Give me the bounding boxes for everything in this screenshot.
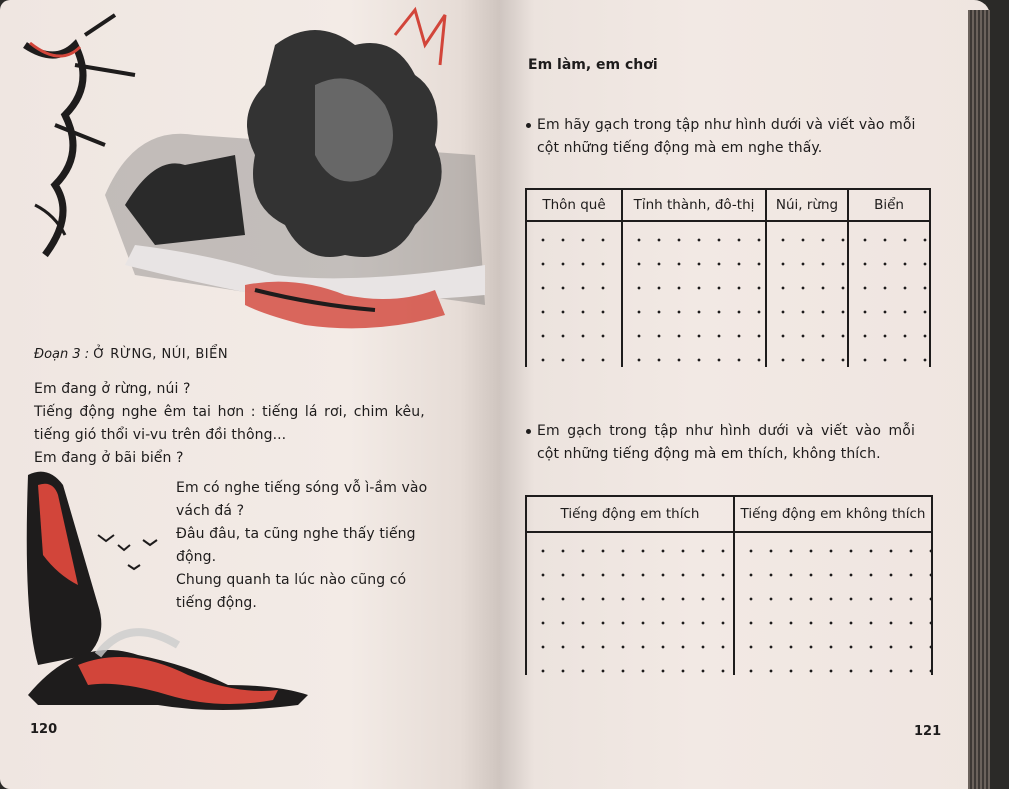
writing-area: [622, 221, 766, 367]
text-line: Em có nghe tiếng sóng vỗ ì-ầm vào: [176, 480, 428, 496]
column-header: Thôn quê: [526, 189, 622, 221]
section-heading: [34, 347, 228, 362]
bullet-icon: [526, 123, 531, 128]
column-header: Biển: [848, 189, 930, 221]
text-line: Tiếng động nghe êm tai hơn : tiếng lá rơi, chim kêu,: [34, 404, 425, 420]
writing-area: [766, 221, 848, 367]
table-row: [526, 221, 930, 367]
section-prefix: Đoạn 3 :: [34, 347, 90, 362]
text-line: Em đang ở rừng, núi ?: [34, 381, 191, 397]
writing-area: [848, 221, 930, 367]
column-header: Tiếng động em thích: [526, 496, 734, 532]
exercise1-instructions: [526, 114, 946, 160]
beach-paragraph: [176, 477, 451, 615]
text-line: Chung quanh ta lúc nào cũng có: [176, 572, 407, 588]
forest-illustration: [15, 5, 495, 345]
writing-area: [526, 532, 734, 675]
exercise2-line2: cột những tiếng động mà em thích, không thích.: [537, 446, 881, 462]
text-line: tiếng động.: [176, 595, 257, 611]
left-page: [0, 0, 500, 789]
page-number-left: 120: [30, 722, 58, 737]
exercise1-line2: cột những tiếng động mà em nghe thấy.: [537, 140, 823, 156]
page-number-right: 121: [914, 724, 942, 739]
right-page: [500, 0, 990, 789]
exercise1-table: [525, 188, 931, 367]
writing-area: [734, 532, 932, 675]
exercise2-line1: Em gạch trong tập như hình dưới và viết vào mỗi: [526, 420, 946, 443]
exercise2-instructions: [526, 420, 946, 466]
table-row: [526, 532, 932, 675]
intro-paragraph: [34, 378, 464, 470]
text-line: tiếng gió thổi vi-vu trên đồi thông...: [34, 427, 287, 443]
exercise1-line1: Em hãy gạch trong tập như hình dưới và viết vào mỗi: [526, 114, 946, 137]
column-header: Tỉnh thành, đô-thị: [622, 189, 766, 221]
table-header-row: [526, 189, 930, 221]
text-line: động.: [176, 549, 217, 565]
exercise2-table: [525, 495, 933, 675]
table-header-row: [526, 496, 932, 532]
text-line: vách đá ?: [176, 503, 245, 519]
column-header: Tiếng động em không thích: [734, 496, 932, 532]
text-line: Đâu đâu, ta cũng nghe thấy tiếng: [176, 526, 416, 542]
writing-area: [526, 221, 622, 367]
section-title: Ở RỪNG, NÚI, BIỂN: [93, 347, 229, 362]
column-header: Núi, rừng: [766, 189, 848, 221]
activity-heading: Em làm, em chơi: [528, 57, 658, 73]
text-line: Em đang ở bãi biển ?: [34, 450, 184, 466]
bullet-icon: [526, 429, 531, 434]
book-edge: [968, 10, 990, 789]
